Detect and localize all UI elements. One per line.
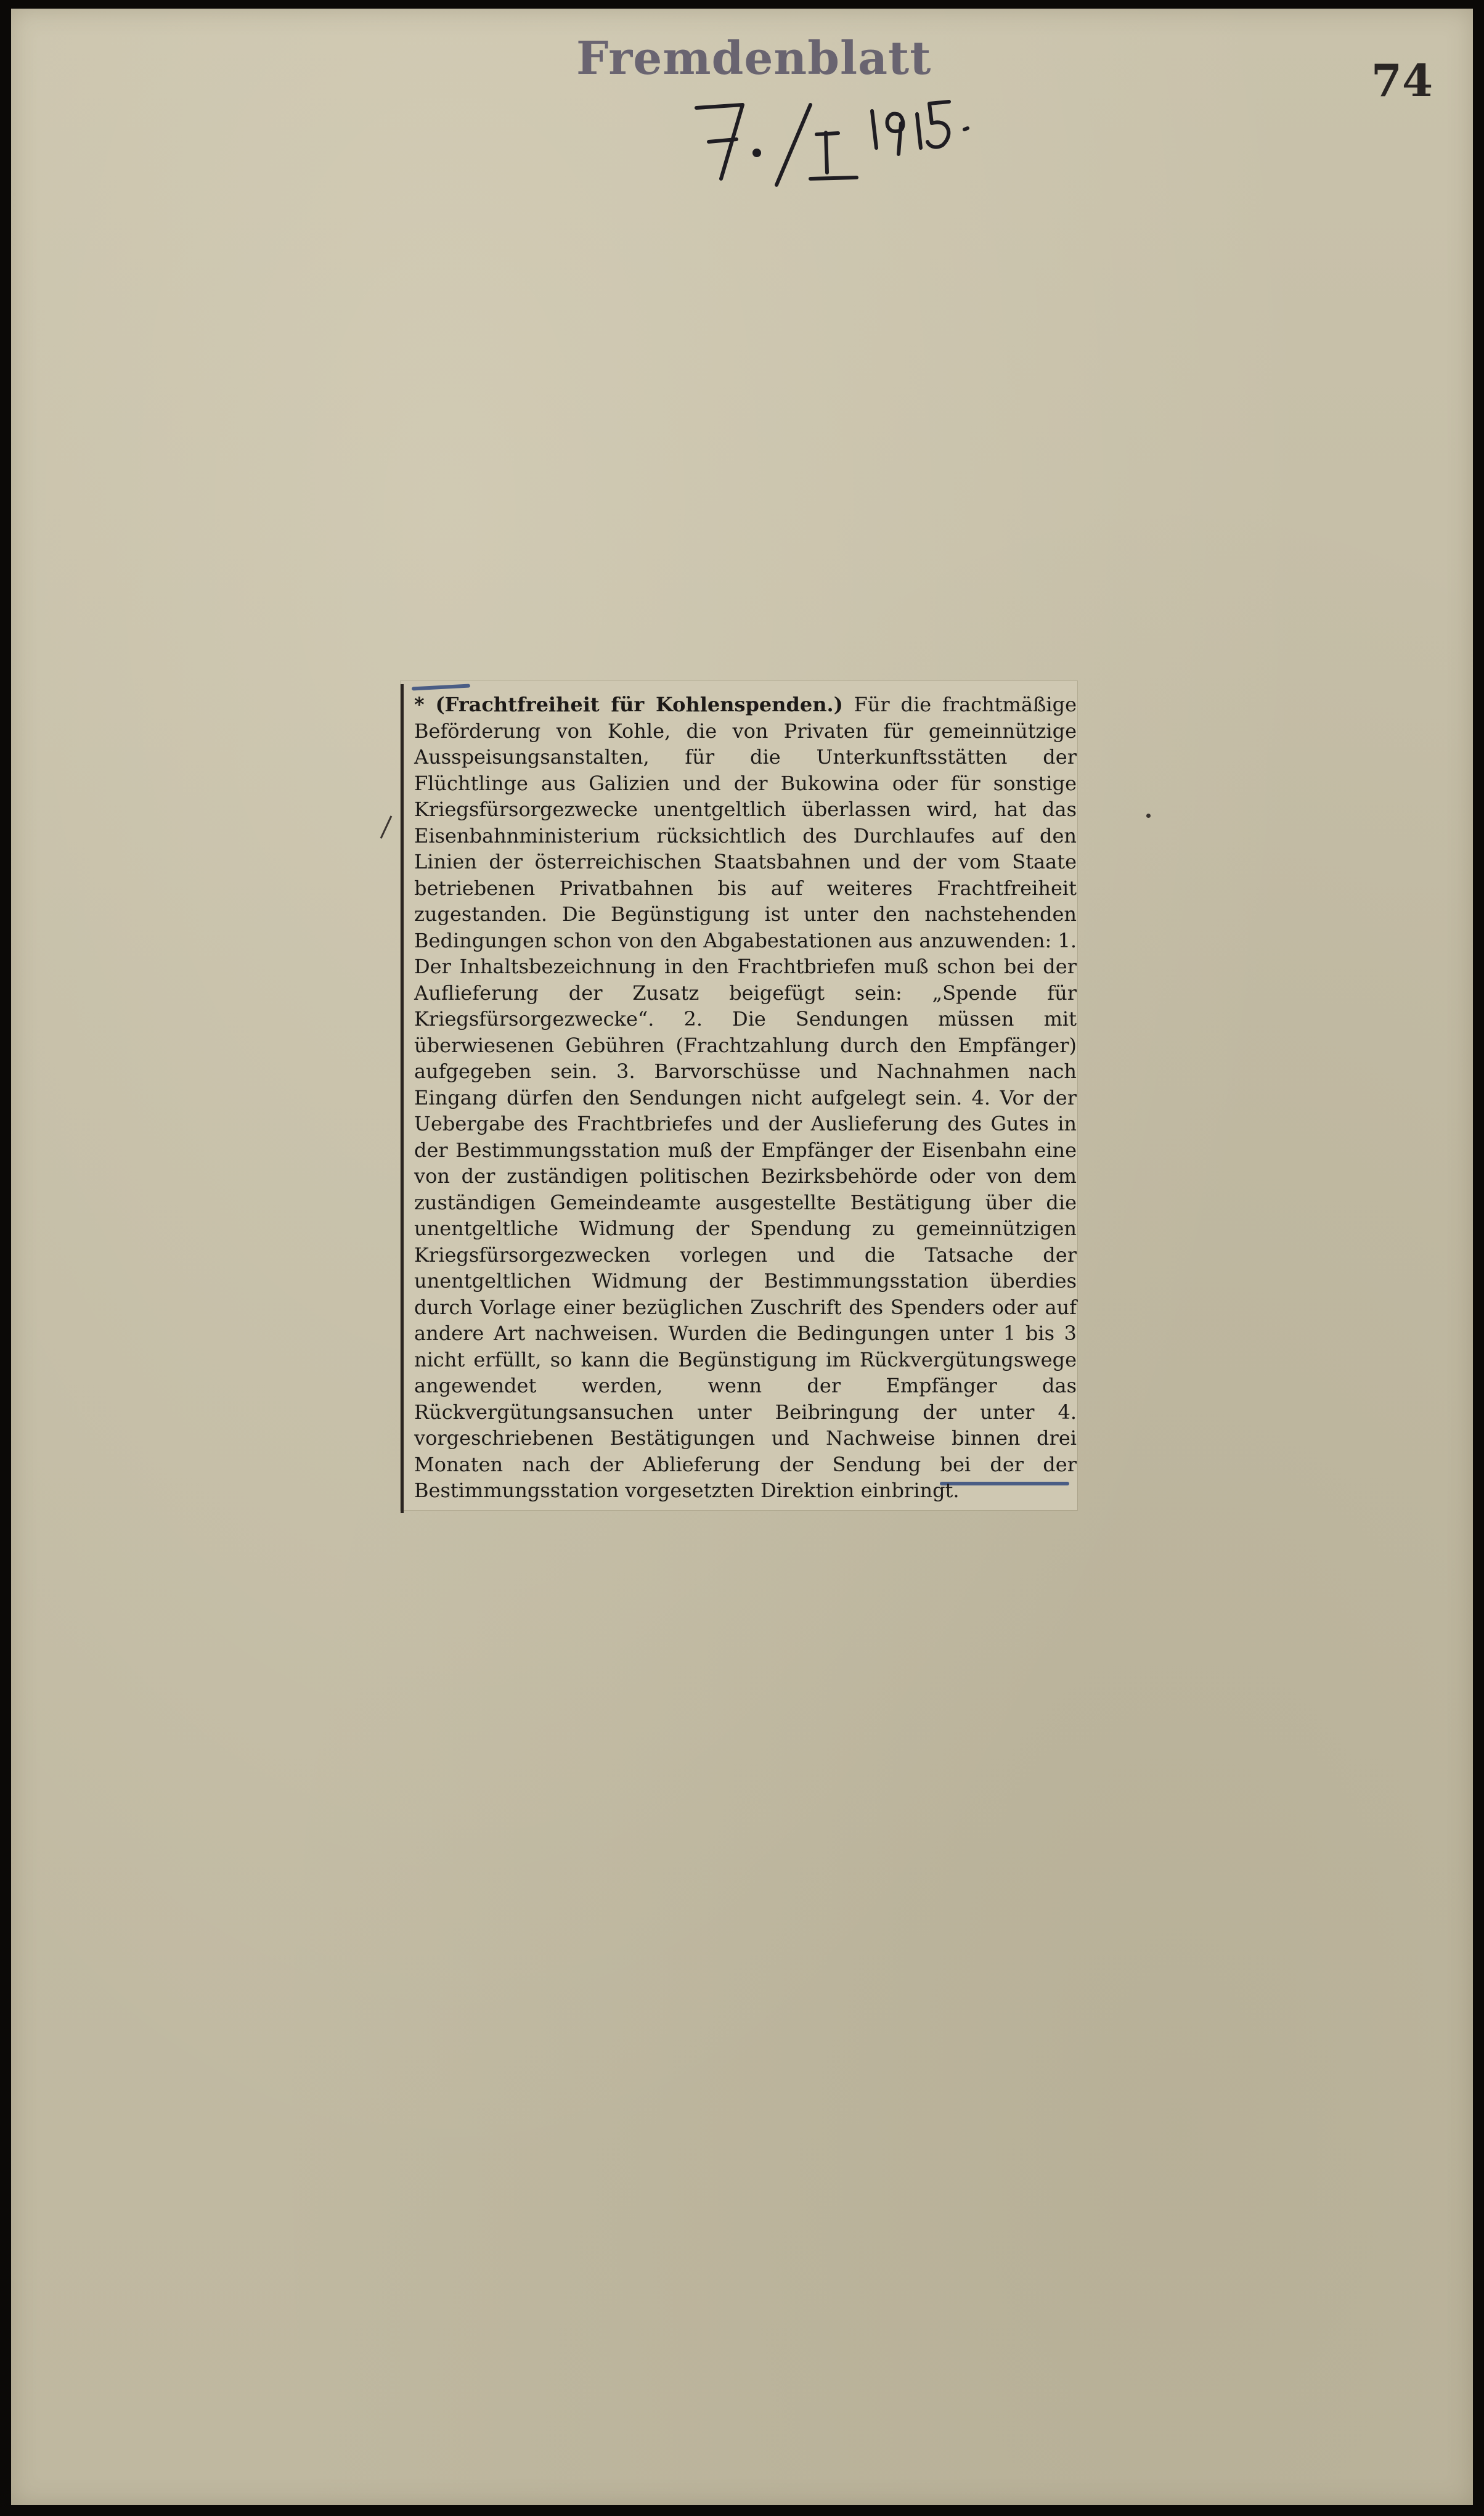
handwritten-date <box>684 80 1078 191</box>
clipping-left-rule <box>401 684 404 1513</box>
article-asterisk: * <box>414 693 425 716</box>
article-heading: (Frachtfreiheit für Kohlenspenden.) <box>435 693 843 716</box>
ink-dot <box>1146 814 1151 818</box>
page-number: 74 <box>1371 54 1433 107</box>
newspaper-stamp: Fremdenblatt <box>576 32 932 85</box>
article-text <box>414 692 1077 1504</box>
article-body: Für die frachtmäßige Beförderung von Kohle, die von Privaten für gemeinnützige Ausspeisungsanstalten, für die Unterkunftsstätten der Flüchtlinge aus Galizien und der Bukowina oder für sonstige Kriegsfürsorgezwecke unentgeltlich überlassen wird, hat das Eisenbahnministerium rücksichtlich des Durchlaufes auf den Linien der österreichischen Staatsbahnen und der vom Staate betriebenen Privatbahnen bis auf weiteres Frachtfreiheit zugestanden. Die Begünstigung ist unter den nachstehenden Bedingungen schon von den Abgabestationen aus anzuwenden: 1. Der Inhaltsbezeichnung in den Frachtbriefen muß schon bei der Auflieferung der Zusatz beigefügt sein: „Spende für Kriegsfürsorgezwecke“. 2. Die Sendungen müssen mit überwiesenen Gebühren (Frachtzahlung durch den Empfänger) aufgegeben sein. 3. Barvorschüsse und Nachnahmen nach Eingang dürfen den Sendungen nicht aufgelegt sein. 4. Vor der Uebergabe des Frachtbriefes und der Auslieferung des Gutes in der Bestimmungsstation muß der Empfänger der Eisenbahn eine von der zuständigen politischen Bezirksbehörde oder von dem zuständigen Gemeindeamte ausgestellte Bestätigung über die unentgeltliche Widmung der Spendung zu gemeinnützigen Kriegsfürsorgezwecken vorlegen und die Tatsache der unentgeltlichen Widmung der Bestimmungsstation überdies durch Vorlage einer bezüglichen Zuschrift des Spenders oder auf andere Art nachweisen. Wurden die Bedingungen unter 1 bis 3 nicht erfüllt, so kann die Begünstigung im Rückvergütungswege angewendet werden, wenn der Empfänger das Rückvergütungsansuchen unter Beibringung der unter 4. vorgeschriebenen Bestätigungen und Nachweise binnen drei Monaten nach der Ablieferung der Sendung bei der der Bestimmungsstation vorgesetzten Direktion einbringt. <box>414 693 1077 1502</box>
handwritten-date-ink <box>684 80 1078 191</box>
